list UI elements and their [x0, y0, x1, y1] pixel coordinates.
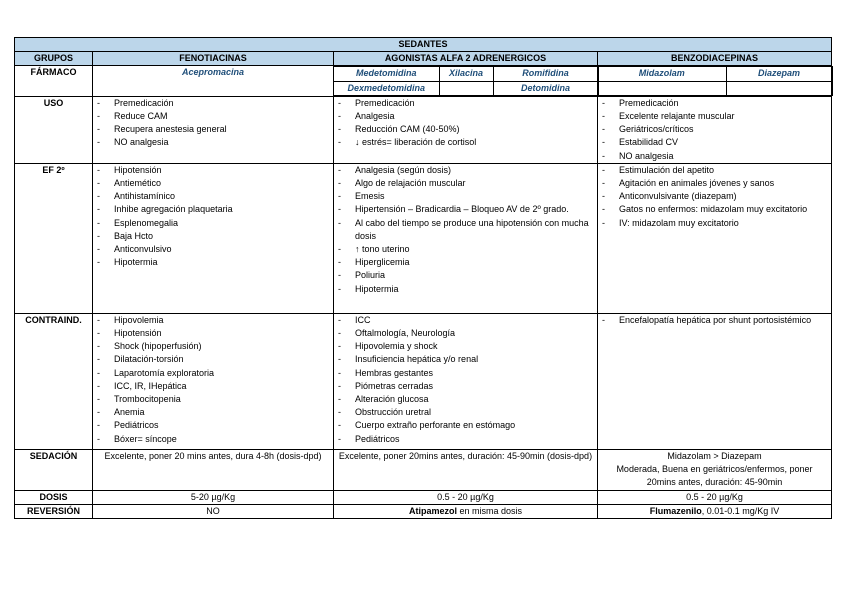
reversion-label: REVERSIÓN [15, 505, 93, 519]
contraind-agonistas-list [338, 314, 593, 446]
sedantes-table [14, 37, 832, 519]
list-item: - Hipovolemia [97, 314, 329, 327]
list-item: - Algo de relajación muscular [338, 177, 593, 190]
drug-diazepam: Diazepam [726, 67, 832, 81]
farmaco-row [15, 66, 832, 96]
uso-label: USO [15, 96, 93, 163]
list-item: - Recupera anestesia general [97, 123, 329, 136]
list-item: - Anemia [97, 406, 329, 419]
contraind-row [15, 313, 832, 449]
ef2-agonistas-list [338, 164, 593, 296]
drug-midazolam: Midazolam [598, 67, 726, 81]
list-item: - Geriátricos/críticos [602, 123, 827, 136]
list-item: - Poliuria [338, 269, 593, 282]
sedacion-benzodiacepinas [598, 449, 832, 490]
sedacion-fenotiacinas: Excelente, poner 20 mins antes, dura 4-8h (dosis-dpd) [93, 449, 334, 490]
list-item: - Analgesia (según dosis) [338, 164, 593, 177]
list-item: - Premedicación [602, 97, 827, 110]
sedacion-benzo-line2: Moderada, Buena en geriátricos/enfermos, poner 20mins antes, duración: 45-90min [616, 464, 813, 488]
list-item: - NO analgesia [602, 150, 827, 163]
list-item: - Anticonvulsivo [97, 243, 329, 256]
list-item: - Oftalmología, Neurología [338, 327, 593, 340]
sedacion-agonistas: Excelente, poner 20mins antes, duración: 45-90min (dosis-dpd) [334, 449, 598, 490]
contraind-label: CONTRAIND. [15, 313, 93, 449]
list-item: - ↓ estrés= liberación de cortisol [338, 136, 593, 149]
list-item: - Premedicación [338, 97, 593, 110]
list-item: - Dilatación-torsión [97, 353, 329, 366]
list-item: - Al cabo del tiempo se produce una hipotensión con mucha dosis [338, 217, 593, 243]
dosis-fenotiacinas: 5-20 µg/Kg [93, 490, 334, 504]
list-item: - Premedicación [97, 97, 329, 110]
list-item: - Estimulación del apetito [602, 164, 827, 177]
fenotiacinas-header: FENOTIACINAS [93, 52, 334, 66]
list-item: - Shock (hipoperfusión) [97, 340, 329, 353]
uso-benzodiacepinas-list [602, 97, 827, 163]
flumazenilo-dose: , 0.01-0.1 mg/Kg IV [701, 506, 780, 517]
dosis-label: DOSIS [15, 490, 93, 504]
atipamezol-name: Atipamezol [408, 506, 457, 517]
list-item: - Excelente relajante muscular [602, 110, 827, 123]
ef2-benzodiacepinas-list [602, 164, 827, 230]
list-item: - Esplenomegalia [97, 217, 329, 230]
farmaco-label: FÁRMACO [15, 66, 93, 96]
list-item: - Estabilidad CV [602, 136, 827, 149]
list-item: - Alteración glucosa [338, 393, 593, 406]
list-item: - Encefalopatía hepática por shunt portosistémico [602, 314, 827, 327]
list-item: - Hipotermia [97, 256, 329, 269]
list-item: - Pediátricos [338, 433, 593, 446]
list-item: - Antihistamínico [97, 190, 329, 203]
sedacion-row [15, 449, 832, 490]
list-item: - Piómetras cerradas [338, 380, 593, 393]
list-item: - Hiperglicemia [338, 256, 593, 269]
dosis-benzodiacepinas: 0.5 - 20 µg/Kg [598, 490, 832, 504]
list-item: - NO analgesia [97, 136, 329, 149]
list-item: - Analgesia [338, 110, 593, 123]
dosis-agonistas: 0.5 - 20 µg/Kg [334, 490, 598, 504]
agonistas-drugs [334, 66, 599, 95]
drug-dexmedetomidina: Dexmedetomidina [334, 81, 439, 95]
agonistas-header: AGONISTAS ALFA 2 ADRENERGICOS [334, 52, 598, 66]
ef2-label: EF 2º [15, 163, 93, 313]
contraind-fenotiacinas-list [97, 314, 329, 446]
ef2-fenotiacinas-list [97, 164, 329, 270]
list-item: - Hipotensión [97, 327, 329, 340]
sedacion-benzo-line1: Midazolam > Diazepam [667, 450, 762, 461]
contraind-benzodiacepinas-list [602, 314, 827, 327]
list-item: - ICC [338, 314, 593, 327]
list-item: - Baja Hcto [97, 230, 329, 243]
list-item: - Insuficiencia hepática y/o renal [338, 353, 593, 366]
list-item: - Hembras gestantes [338, 367, 593, 380]
sedacion-label: SEDACIÓN [15, 449, 93, 490]
list-item: - ↑ tono uterino [338, 243, 593, 256]
drug-romifidina: Romifidina [493, 67, 598, 81]
grupos-header: GRUPOS [15, 52, 93, 66]
list-item: - Emesis [338, 190, 593, 203]
list-item: - Agitación en animales jóvenes y sanos [602, 177, 827, 190]
table-title: SEDANTES [15, 38, 832, 52]
drug-acepromacina: Acepromacina [93, 66, 334, 96]
dosis-row [15, 490, 832, 504]
list-item: - Cuerpo extraño perforante en estómago [338, 419, 593, 432]
list-item: - Anticonvulsivante (diazepam) [602, 190, 827, 203]
list-item: - ICC, IR, IHepática [97, 380, 329, 393]
list-item: - Gatos no enfermos: midazolam muy excitatorio [602, 203, 827, 216]
ef2-row [15, 163, 832, 313]
reversion-benzodiacepinas [598, 505, 832, 519]
drug-xilacina: Xilacina [439, 67, 493, 81]
uso-row [15, 96, 832, 163]
list-item: - Laparotomía exploratoria [97, 367, 329, 380]
list-item: - Trombocitopenia [97, 393, 329, 406]
uso-agonistas-list [338, 97, 593, 150]
list-item: - Obstrucción uretral [338, 406, 593, 419]
list-item: - Reducción CAM (40-50%) [338, 123, 593, 136]
reversion-fenotiacinas: NO [93, 505, 334, 519]
list-item: - Antiemético [97, 177, 329, 190]
list-item: - Hipotermia [338, 283, 593, 296]
atipamezol-dose: en misma dosis [456, 506, 523, 517]
reversion-row [15, 505, 832, 519]
list-item: - Hipovolemia y shock [338, 340, 593, 353]
reversion-agonistas [334, 505, 598, 519]
benzodiacepinas-header: BENZODIACEPINAS [598, 52, 832, 66]
list-item: - Inhibe agregación plaquetaria [97, 203, 329, 216]
list-item: - Bóxer= síncope [97, 433, 329, 446]
benzo-drugs [598, 66, 833, 95]
list-item: - Hipotensión [97, 164, 329, 177]
list-item: - Hipertensión – Bradicardia – Bloqueo AV de 2º grado. [338, 203, 593, 216]
drug-detomidina: Detomidina [493, 81, 598, 95]
flumazenilo-name: Flumazenilo [649, 506, 702, 517]
list-item: - Pediátricos [97, 419, 329, 432]
uso-fenotiacinas-list [97, 97, 329, 150]
list-item: - IV: midazolam muy excitatorio [602, 217, 827, 230]
list-item: - Reduce CAM [97, 110, 329, 123]
drug-medetomidina: Medetomidina [334, 67, 439, 81]
